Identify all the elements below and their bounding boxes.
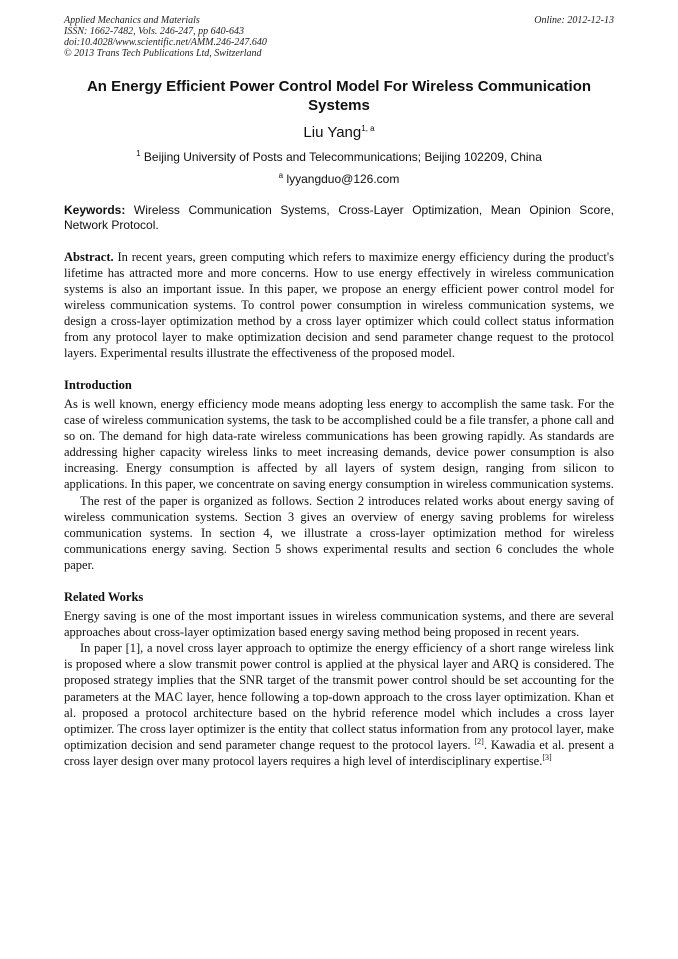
email-sup: a xyxy=(278,171,284,180)
journal-name: Applied Mechanics and Materials xyxy=(64,15,200,26)
introduction-paragraph-1: As is well known, energy efficiency mode means adopting less energy to accomplish the same task. For the case of wireless communication systems, the task to be accomplished could be a file transfer, a phone call and so on. The demand for high data-rate wireless communications has been growing rapidly. As standards are addressing higher capacity wireless links to meet increasing demands, device power consumption is also increasing. Energy consumption is affected by all layers of system design, ranging from silicon to applications. In this paper, we concentrate on saving energy consumption in wireless communication systems. xyxy=(64,397,615,492)
affiliation-text: Beijing University of Posts and Telecommunications; Beijing 102209, China xyxy=(143,150,542,164)
related-works-paragraph-2 xyxy=(64,640,614,769)
paper-title: An Energy Efficient Power Control Model For Wireless Communication Systems xyxy=(86,78,592,114)
email-text: lyyangduo@126.com xyxy=(286,172,400,186)
related-works-paragraph-1: Energy saving is one of the most important issues in wireless communication systems, and there are several approaches about cross-layer optimization based energy saving method being proposed in recent years. xyxy=(64,609,614,640)
author-name: Liu Yang xyxy=(303,124,362,141)
author-sup: 1, a xyxy=(361,124,375,133)
keywords-block xyxy=(64,203,614,233)
introduction-paragraph-2: The rest of the paper is organized as follows. Section 2 introduces related works about energy saving of wireless communication systems. Section 3 gives an overview of energy saving problems for wireless communication systems. In section 4, we illustrate a cross-layer optimization method for wireless communications energy saving. Section 5 shows experimental results and section 6 concludes the whole paper. xyxy=(64,493,614,572)
journal-header xyxy=(64,15,614,59)
affiliation-sup: 1 xyxy=(136,149,141,158)
online-date: Online: 2012-12-13 xyxy=(534,15,614,26)
keywords-label: Keywords: xyxy=(64,203,126,217)
issn-line: ISSN: 1662-7482, Vols. 246-247, pp 640-643 xyxy=(64,26,244,37)
introduction-heading: Introduction xyxy=(64,378,132,392)
email-line xyxy=(64,171,614,186)
abstract-block xyxy=(64,249,614,361)
related-works-paragraph-2-text: In paper [1], a novel cross layer approach to optimize the energy efficiency of a short range wireless link is proposed where a slow transmit power control is applied at the physical layer and ARQ is considered. The proposed strategy implies that the SNR target of the transmit power control should be set accounting for the parameters at the MAC layer, hence following a top-down approach to the cross layer optimization. Khan et al. proposed a protocol architecture based on the hybrid reference model which includes a cross layer optimizer. The cross layer optimizer is the entity that collect status information from any protocol layer, make optimization decision and send parameter change request to the protocol layers. xyxy=(64,641,614,752)
affiliation-line xyxy=(64,149,614,164)
citation-3: [3] xyxy=(542,752,552,762)
abstract-label: Abstract. xyxy=(64,250,114,264)
doi-line: doi:10.4028/www.scientific.net/AMM.246-247.640 xyxy=(64,37,267,48)
keywords-text: Wireless Communication Systems, Cross-Layer Optimization, Mean Opinion Score, Network Protocol. xyxy=(64,203,614,232)
related-works-paragraph-2-tail: . Kawadia et al. present a cross layer design over many protocol layers requires a high level of interdisciplinary expertise. xyxy=(64,737,614,768)
abstract-text: In recent years, green computing which refers to maximize energy efficiency during the product's lifetime has attracted more and more concerns. How to use energy effectively in wireless communication systems is also an important issue. In this paper, we propose an energy efficient power control model for wireless communication systems. To control power consumption in wireless communication systems, we design a cross-layer optimization method by a cross layer optimizer which could collect status information from any protocol layer to make optimization decision and send parameter change request to the protocol layers. Experimental results illustrate the effectiveness of the proposed model. xyxy=(64,250,614,360)
author-line xyxy=(64,124,614,141)
related-works-heading: Related Works xyxy=(64,590,144,605)
citation-2: [2] xyxy=(474,736,484,746)
copyright-line: © 2013 Trans Tech Publications Ltd, Switzerland xyxy=(64,48,262,59)
